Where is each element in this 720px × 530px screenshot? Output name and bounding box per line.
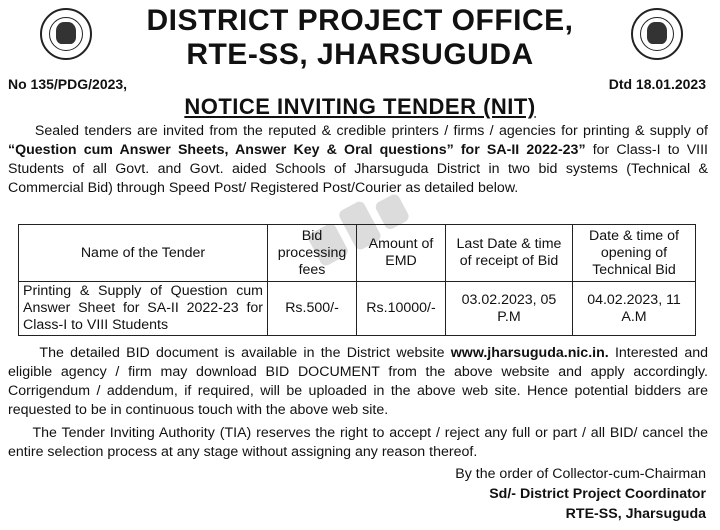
table-header-row bbox=[19, 225, 696, 282]
odisha-emblem-seal bbox=[40, 8, 92, 60]
reference-number: No 135/PDG/2023, bbox=[8, 76, 128, 92]
tender-table bbox=[18, 224, 696, 336]
col-emd-header: Amount of EMD bbox=[357, 225, 446, 282]
tender-subject: “Question cum Answer Sheets, Answer Key & Oral questions” for SA-II 2022-23” bbox=[8, 142, 586, 158]
office-title-line1: DISTRICT PROJECT OFFICE, bbox=[146, 4, 574, 37]
order-line: By the order of Collector-cum-Chairman bbox=[455, 466, 706, 482]
signatory-line: Sd/- District Project Coordinator bbox=[489, 486, 706, 502]
intro-paragraph: Sealed tenders are invited from the reputed & credible printers / firms / agencies for printing & supply of “Question cum Answer Sheets, Answer Key & Oral questions” for SA-II 2022-23” for Class-I to VIII Students of all Govt. and Govt. aided Schools of Jharsuguda District in two bid systems (Technical & Commercial Bid) through Speed Post/ Registered Post/Courier as detailed below. bbox=[8, 123, 708, 196]
fees-cell: Rs.500/- bbox=[268, 282, 357, 336]
table-row bbox=[19, 282, 696, 336]
col-fees-header: Bid processing fees bbox=[268, 225, 357, 282]
tender-name-cell: Printing & Supply of Question cum Answer Sheet for SA-II 2022-23 for Class-I to VIII Students bbox=[19, 282, 268, 336]
opening-date-cell: 04.02.2023, 11 A.M bbox=[573, 282, 696, 336]
bid-document-paragraph: The detailed BID document is available in the District website www.jharsuguda.nic.in. Interested and eligible agency / firm may download BID DOCUMENT from the above website and apply accordingly. Corrigendum / addendum, if required, will be uploaded in the above web site. Hence potential bidders are requested to be in continuous touch with the above web site. bbox=[8, 345, 709, 418]
tia-paragraph: The Tender Inviting Authority (TIA) reserves the right to accept / reject any full or part / all BID/ cancel the entire selection process at any stage without assigning any reason thereof. bbox=[8, 425, 708, 460]
col-last-date-header: Last Date & time of receipt of Bid bbox=[446, 225, 573, 282]
col-name-header: Name of the Tender bbox=[19, 225, 268, 282]
district-seal bbox=[631, 8, 683, 60]
notice-heading: NOTICE INVITING TENDER (NIT) bbox=[184, 94, 536, 119]
last-date-cell: 03.02.2023, 05 P.M bbox=[446, 282, 573, 336]
notice-date: Dtd 18.01.2023 bbox=[608, 76, 706, 92]
district-website-link[interactable]: www.jharsuguda.nic.in. bbox=[450, 345, 609, 361]
office-title-line2: RTE-SS, JHARSUGUDA bbox=[186, 38, 534, 71]
signatory-office: RTE-SS, Jharsuguda bbox=[565, 506, 706, 522]
emd-cell: Rs.10000/- bbox=[357, 282, 446, 336]
col-opening-header: Date & time of opening of Technical Bid bbox=[573, 225, 696, 282]
